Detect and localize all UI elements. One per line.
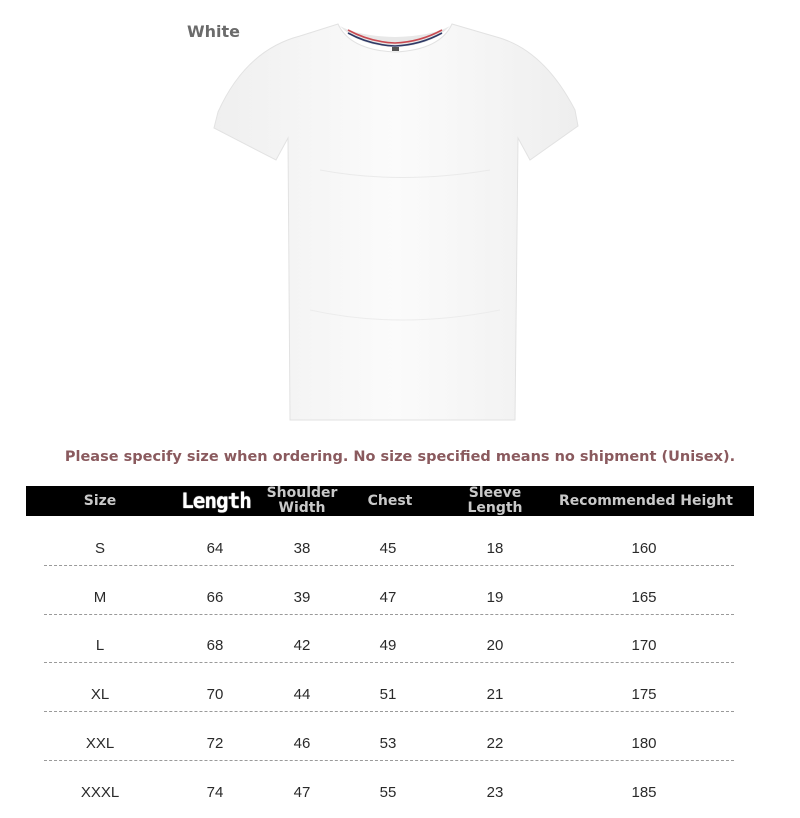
header-shoulder-width <box>262 486 342 516</box>
header-shoulder-width-line2: Width <box>278 500 326 516</box>
header-shoulder-width-line1: Shoulder <box>266 485 338 501</box>
cell-recommended-height: 175 <box>631 686 657 703</box>
row-divider <box>44 614 734 615</box>
cell-shoulder-width: 47 <box>293 784 311 801</box>
row-divider <box>44 711 734 712</box>
table-row <box>0 672 800 720</box>
cell-chest: 55 <box>379 784 397 801</box>
size-table-header <box>26 486 754 516</box>
cell-length: 66 <box>206 589 224 606</box>
header-recommended-height: Recommended Height <box>559 492 733 509</box>
cell-recommended-height: 160 <box>631 540 657 557</box>
cell-recommended-height: 170 <box>631 637 657 654</box>
table-row <box>0 526 800 574</box>
cell-size: M <box>93 589 107 606</box>
header-size: Size <box>83 492 117 509</box>
header-chest: Chest <box>367 492 413 509</box>
color-label: White <box>187 22 241 41</box>
cell-size: L <box>95 637 105 654</box>
cell-chest: 47 <box>379 589 397 606</box>
cell-sleeve-length: 23 <box>486 784 504 801</box>
cell-shoulder-width: 46 <box>293 735 311 752</box>
table-row <box>0 575 800 623</box>
cell-length: 68 <box>206 637 224 654</box>
row-divider <box>44 565 734 566</box>
cell-chest: 51 <box>379 686 397 703</box>
row-divider <box>44 760 734 761</box>
cell-size: S <box>94 540 105 557</box>
cell-recommended-height: 185 <box>631 784 657 801</box>
cell-length: 64 <box>206 540 224 557</box>
header-sleeve-length-line2: Length <box>467 500 523 516</box>
header-sleeve-length-line1: Sleeve <box>468 485 522 501</box>
cell-recommended-height: 180 <box>631 735 657 752</box>
size-notice: Please specify size when ordering. No size specified means no shipment (Unisex). <box>64 449 736 465</box>
cell-sleeve-length: 18 <box>486 540 504 557</box>
table-row <box>0 770 800 818</box>
cell-size: XXL <box>85 735 115 752</box>
header-sleeve-length <box>455 486 535 516</box>
cell-length: 70 <box>206 686 224 703</box>
cell-shoulder-width: 42 <box>293 637 311 654</box>
cell-length: 72 <box>206 735 224 752</box>
cell-sleeve-length: 20 <box>486 637 504 654</box>
cell-chest: 53 <box>379 735 397 752</box>
tshirt-image <box>200 10 590 425</box>
cell-sleeve-length: 21 <box>486 686 504 703</box>
cell-shoulder-width: 39 <box>293 589 311 606</box>
cell-size: XL <box>90 686 110 703</box>
cell-sleeve-length: 19 <box>486 589 504 606</box>
table-row <box>0 721 800 769</box>
cell-size: XXXL <box>80 784 120 801</box>
cell-sleeve-length: 22 <box>486 735 504 752</box>
cell-chest: 49 <box>379 637 397 654</box>
table-row <box>0 623 800 671</box>
cell-recommended-height: 165 <box>631 589 657 606</box>
cell-shoulder-width: 44 <box>293 686 311 703</box>
header-length: Length <box>181 488 251 513</box>
cell-chest: 45 <box>379 540 397 557</box>
row-divider <box>44 662 734 663</box>
cell-shoulder-width: 38 <box>293 540 311 557</box>
cell-length: 74 <box>206 784 224 801</box>
